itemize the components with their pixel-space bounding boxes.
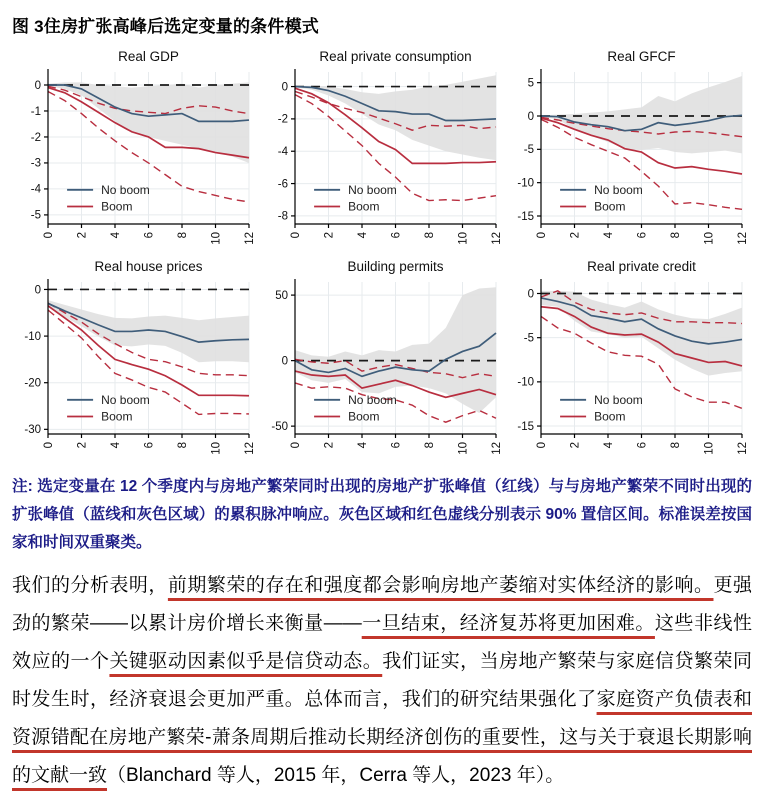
y-tick-label: -10	[517, 177, 535, 190]
legend-no-boom-label: No boom	[101, 392, 150, 407]
x-tick-label: 10	[703, 442, 716, 455]
text-segment: 更强劲的繁荣——以累计房价增长来衡量——	[12, 575, 752, 634]
chart-real-gfcf	[505, 47, 751, 257]
y-tick-label: -4	[277, 146, 288, 159]
x-tick-label: 8	[423, 442, 436, 449]
x-tick-label: 10	[457, 232, 470, 245]
y-tick-label: 0	[34, 79, 41, 92]
y-tick-label: 0	[281, 355, 288, 368]
legend-boom-label: Boom	[347, 409, 380, 424]
y-tick-label: -5	[524, 332, 535, 345]
x-tick-label: 0	[43, 442, 55, 449]
chart-cell-real-gfcf	[505, 47, 751, 257]
y-tick-label: 0	[281, 81, 288, 94]
chart-title: Real private consumption	[318, 49, 472, 64]
legend-no-boom-label: No boom	[347, 182, 397, 197]
y-tick-label: 50	[274, 289, 288, 302]
figure-title: 图 3住房扩张高峰后选定变量的条件模式	[12, 17, 319, 36]
y-tick-label: -2	[30, 131, 41, 144]
y-tick-label: -8	[277, 210, 288, 223]
figure-note: 注: 选定变量在 12 个季度内与房地产繁荣同时出现的房地产扩张峰值（红线）与与房地产繁荣不同时出现的扩张峰值（蓝线和灰色区域）的累积脉冲响应。灰色区域和红色虚线分别表示 90% 置信区间。标准误差按国家和时间双重聚类。	[12, 478, 752, 551]
underlined-phrase: 一旦结束，经济复苏将更加困难。	[361, 613, 655, 634]
legend-boom-label: Boom	[101, 409, 133, 424]
x-tick-label: 0	[536, 232, 549, 239]
underlined-phrase: 家庭资产负债表和资源错配在房地产繁荣-萧条周期后推动长期经济创伤的重要性，这与关于衰退长期影响的文献一致	[12, 689, 752, 786]
x-tick-label: 6	[143, 232, 156, 239]
x-tick-label: 8	[177, 232, 189, 239]
y-tick-label: 0	[527, 288, 535, 301]
x-tick-label: 12	[244, 232, 256, 245]
y-tick-label: -30	[24, 424, 41, 437]
text-segment: 我们证实，当房地产繁荣与家庭信贷繁荣同时发生时，经济衰退会更加严重。总体而言，我们的研究结果强化了	[12, 651, 752, 710]
legend-boom-label: Boom	[594, 199, 626, 214]
legend-boom-label: Boom	[594, 409, 626, 424]
x-tick-label: 0	[43, 232, 55, 239]
chart-title: Real GFCF	[607, 49, 676, 64]
x-tick-label: 2	[323, 232, 336, 239]
y-tick-label: 5	[527, 77, 535, 90]
legend-boom-label: Boom	[101, 199, 133, 214]
x-tick-label: 8	[670, 232, 683, 239]
chart-cell-real-private-consumption	[259, 47, 505, 257]
y-tick-label: -50	[271, 420, 288, 433]
x-tick-label: 0	[289, 232, 302, 239]
x-tick-label: 0	[289, 442, 302, 449]
x-tick-label: 10	[210, 232, 223, 245]
x-tick-label: 4	[356, 232, 369, 239]
body-paragraph	[12, 567, 752, 795]
x-tick-label: 6	[390, 442, 403, 449]
x-tick-label: 4	[110, 442, 122, 449]
x-tick-label: 0	[536, 442, 549, 449]
x-tick-label: 12	[737, 232, 750, 245]
chart-cell-real-house-prices	[12, 257, 258, 467]
legend-no-boom-label: No boom	[594, 392, 644, 407]
underlined-phrase: 前期繁荣的存在和强度都会影响房地产萎缩对实体经济的影响。	[167, 575, 714, 596]
legend-boom-label: Boom	[347, 199, 380, 214]
x-tick-label: 8	[177, 442, 189, 449]
figure-grid	[12, 47, 752, 467]
chart-cell-real-gdp	[12, 47, 258, 257]
y-tick-label: 0	[34, 284, 41, 297]
x-tick-label: 2	[569, 442, 582, 449]
text-segment: （Blanchard 等人，2015 年，Cerra 等人，2023 年）。	[107, 765, 565, 786]
x-tick-label: 12	[244, 442, 256, 455]
y-tick-label: -15	[517, 420, 535, 433]
y-tick-label: -2	[277, 113, 288, 126]
x-tick-label: 4	[603, 442, 616, 449]
chart-cell-building-permits	[259, 257, 505, 467]
x-tick-label: 8	[670, 442, 683, 449]
x-tick-label: 2	[323, 442, 336, 449]
x-tick-label: 10	[457, 442, 470, 455]
chart-real-gdp	[12, 47, 258, 257]
y-tick-label: -4	[30, 183, 41, 196]
x-tick-label: 4	[110, 232, 122, 239]
chart-building-permits	[259, 257, 505, 467]
chart-title: Real private credit	[587, 259, 697, 274]
y-tick-label: -1	[30, 105, 41, 118]
text-segment: 这些非线性效应的一个	[12, 613, 752, 672]
x-tick-label: 4	[603, 232, 616, 239]
x-tick-label: 8	[423, 232, 436, 239]
x-tick-label: 4	[356, 442, 369, 449]
chart-real-private-credit	[505, 257, 751, 467]
x-tick-label: 6	[143, 442, 156, 449]
underlined-phrase: 关键驱动因素似乎是信贷动态。	[109, 651, 383, 672]
x-tick-label: 12	[490, 442, 503, 455]
x-tick-label: 2	[569, 232, 582, 239]
y-tick-label: -5	[524, 144, 535, 157]
y-tick-label: -6	[277, 178, 288, 191]
x-tick-label: 6	[636, 232, 649, 239]
y-tick-label: -10	[517, 376, 535, 389]
chart-title: Real house prices	[94, 259, 203, 274]
text-segment: 我们的分析表明，	[12, 575, 168, 596]
legend-no-boom-label: No boom	[347, 392, 397, 407]
y-tick-label: -5	[30, 209, 41, 222]
legend-no-boom-label: No boom	[594, 182, 644, 197]
y-tick-label: -10	[24, 330, 41, 343]
x-tick-label: 6	[636, 442, 649, 449]
y-tick-label: -3	[30, 157, 41, 170]
chart-cell-real-private-credit	[505, 257, 751, 467]
y-tick-label: -20	[24, 377, 41, 390]
x-tick-label: 2	[76, 232, 89, 239]
chart-real-private-consumption	[259, 47, 505, 257]
chart-real-house-prices	[12, 257, 258, 467]
x-tick-label: 12	[737, 442, 750, 455]
x-tick-label: 12	[490, 232, 503, 245]
x-tick-label: 10	[703, 232, 716, 245]
y-tick-label: 0	[527, 110, 535, 123]
legend-no-boom-label: No boom	[101, 182, 150, 197]
x-tick-label: 6	[390, 232, 403, 239]
chart-title: Building permits	[347, 259, 444, 274]
chart-title: Real GDP	[118, 49, 179, 64]
x-tick-label: 2	[76, 442, 89, 449]
x-tick-label: 10	[210, 442, 223, 455]
y-tick-label: -15	[517, 210, 535, 223]
